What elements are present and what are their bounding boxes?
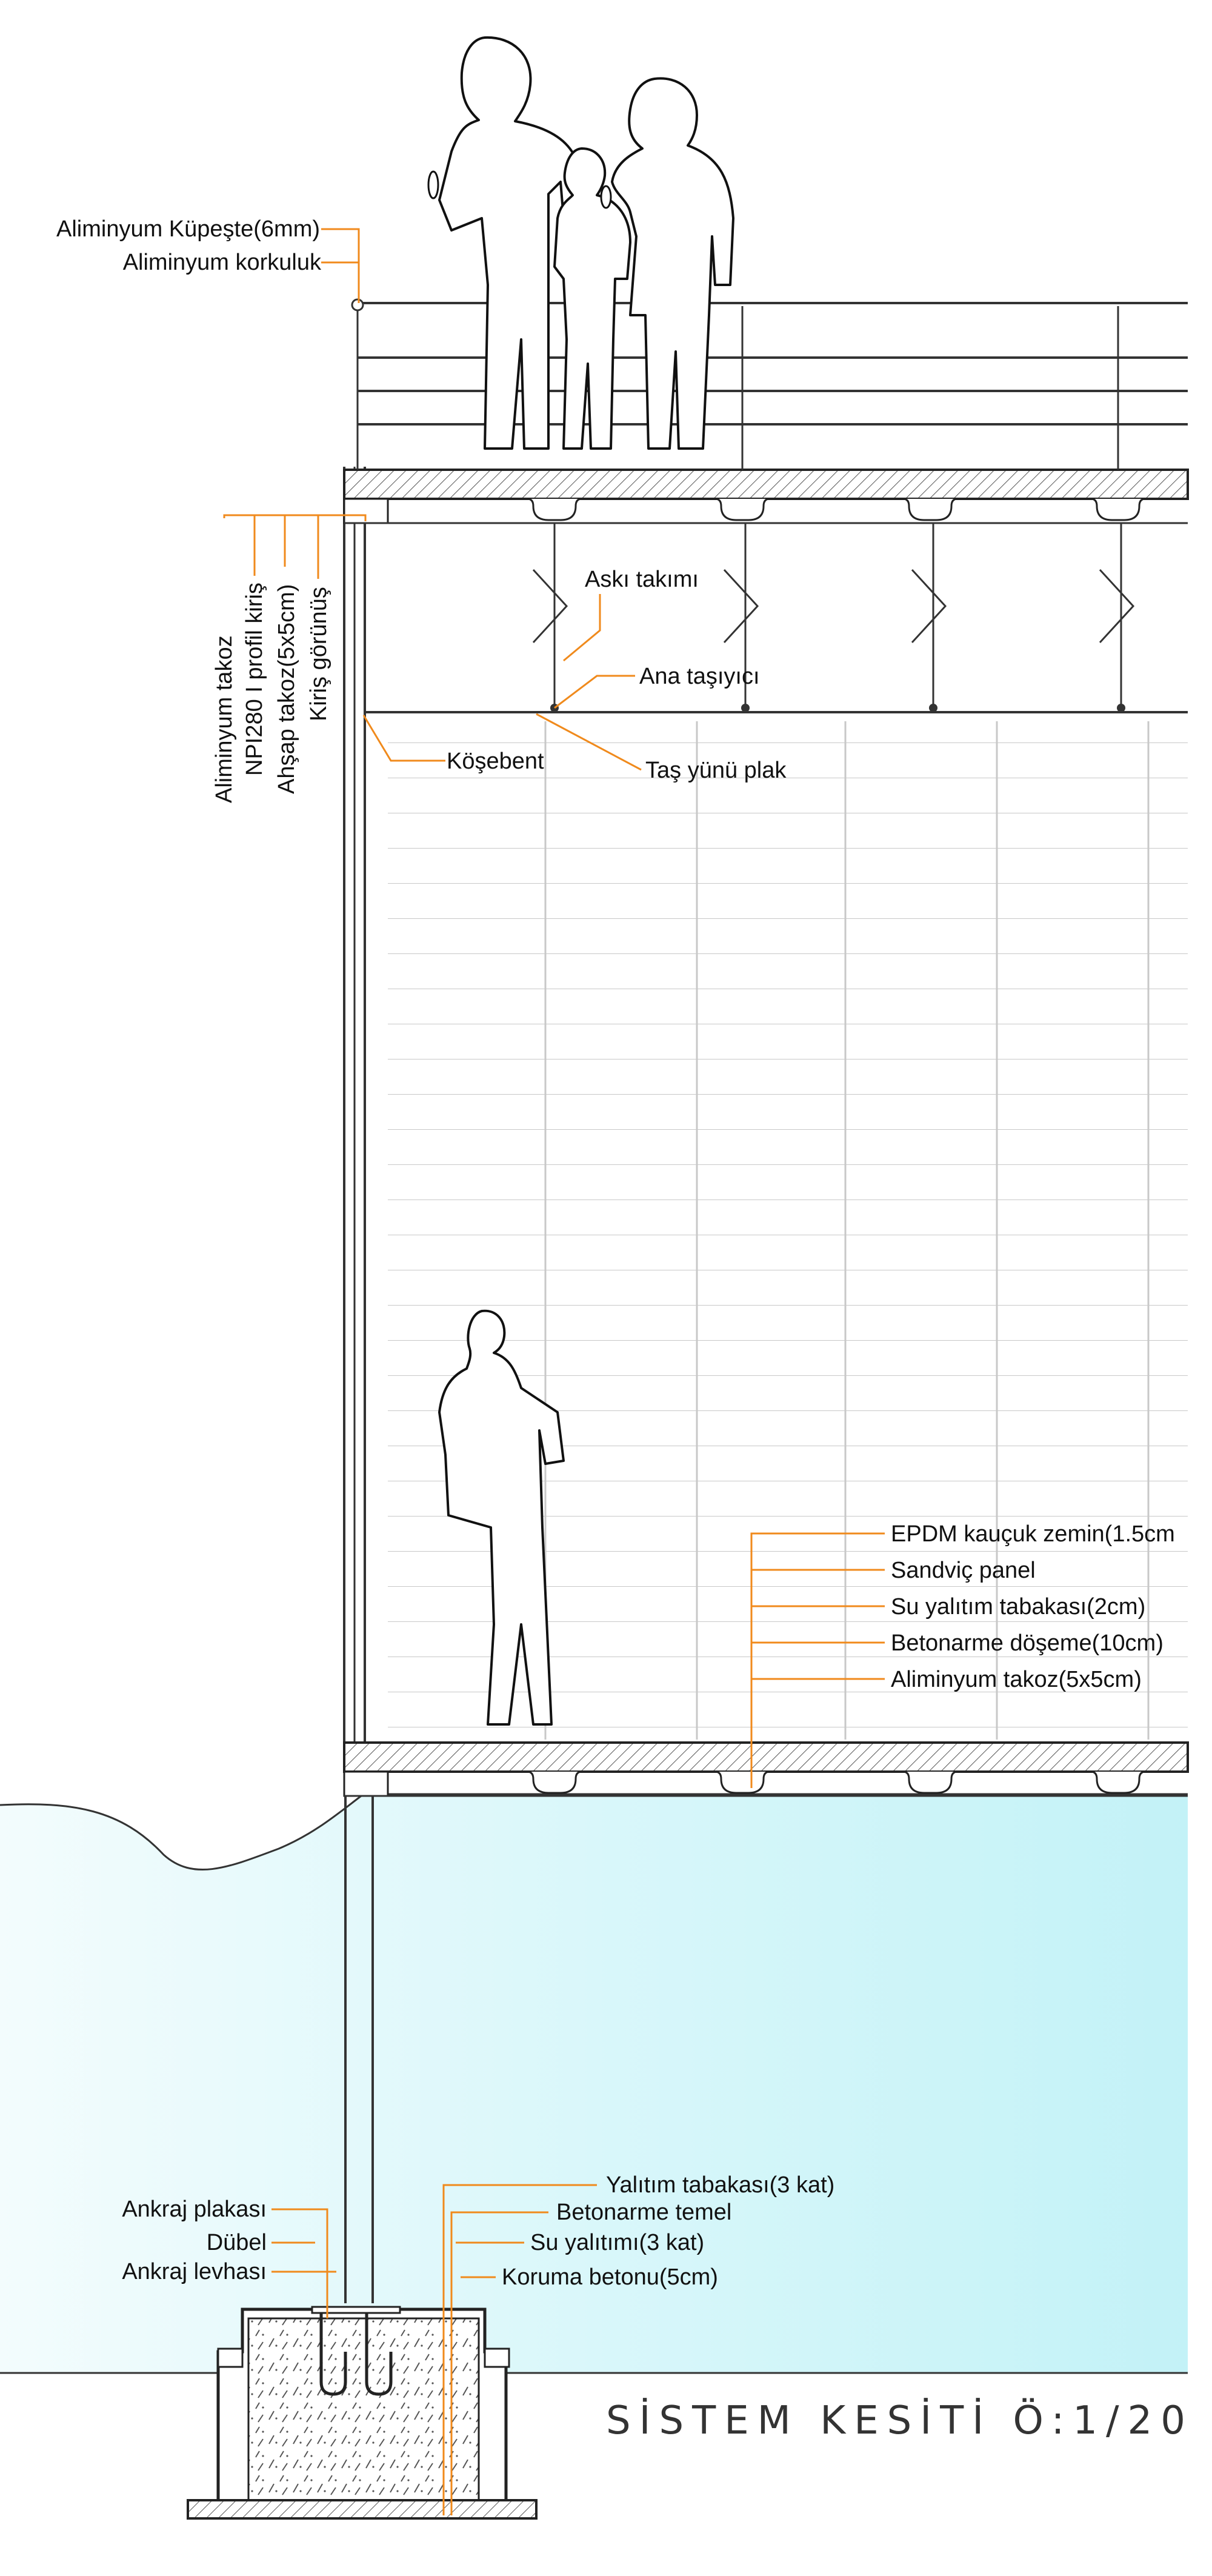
label-found-1: Yalıtım tabakası(3 kat) (606, 2172, 835, 2198)
label-anchor-plate: Ankraj plakası (122, 2197, 267, 2222)
label-found-2: Betonarme temel (556, 2200, 732, 2225)
drawing-title: SİSTEM KESİTİ Ö:1/20 (606, 2398, 1194, 2443)
label-found-3: Su yalıtımı(3 kat) (530, 2230, 705, 2255)
label-beam-view: Kiriş görünüş (306, 587, 331, 721)
label-railing: Aliminyum korkuluk (122, 250, 321, 275)
label-floor-3: Su yalıtım tabakası(2cm) (891, 1594, 1146, 1620)
label-floor-4: Betonarme döşeme(10cm) (891, 1630, 1164, 1656)
label-hanger: Askı takımı (585, 567, 699, 592)
label-floor-2: Sandviç panel (891, 1558, 1036, 1583)
top-deck (344, 470, 1188, 712)
railing (352, 299, 1188, 470)
label-railing-top: Aliminyum Küpeşte(6mm) (56, 216, 320, 242)
label-timber-shim: Ahşap takoz(5x5cm) (274, 584, 299, 794)
label-al-shim: Aliminyum takoz (211, 635, 237, 803)
middle-floor-slab (344, 1743, 1188, 1796)
label-main-carrier: Ana taşıyıcı (639, 664, 760, 689)
label-npi-beam: NPI280 I profil kiriş (242, 582, 267, 776)
label-floor-5: Aliminyum takoz(5x5cm) (891, 1667, 1142, 1692)
label-anchor-sheet: Ankraj levhası (122, 2259, 267, 2284)
label-floor-1: EPDM kauçuk zemin(1.5cm (891, 1521, 1175, 1547)
label-rockwool: Taş yünü plak (645, 758, 787, 783)
label-found-4: Koruma betonu(5cm) (502, 2264, 718, 2290)
rockwool-wall-panels (364, 712, 1188, 1740)
label-angle: Köşebent (447, 749, 544, 774)
people-silhouettes-top (428, 38, 733, 449)
label-dowel: Dübel (206, 2230, 267, 2255)
